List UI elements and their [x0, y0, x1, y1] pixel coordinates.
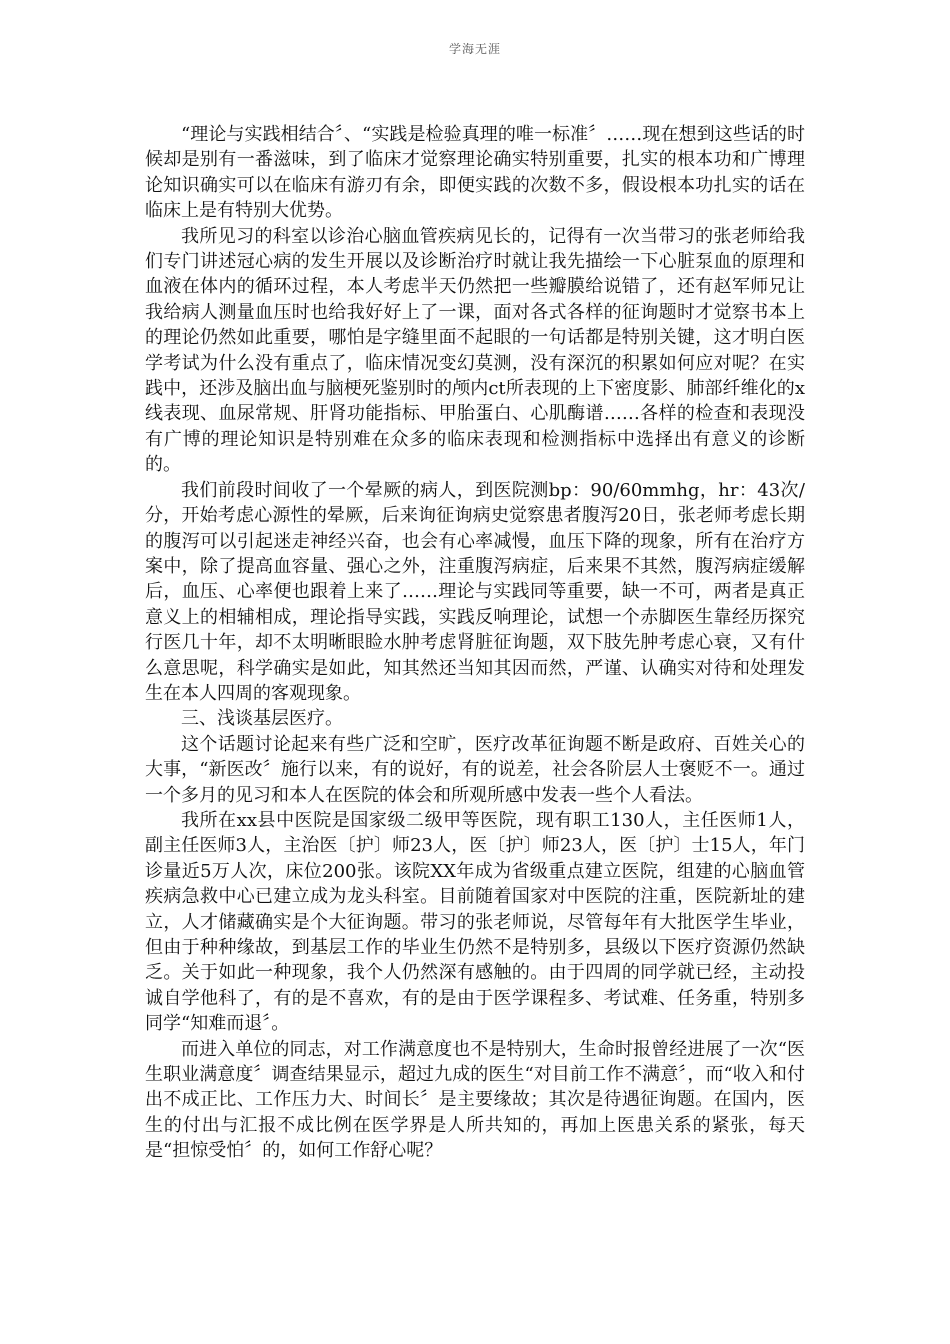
document-body [145, 122, 805, 1164]
paragraph-syncope-case: 我们前段时间收了一个晕厥的病人，到医院测bp：90/60mmhg，hr：43次/分，开始考虑心源性的晕厥，后来询征询病史觉察患者腹泻20日，张老师考虑长期的腹泻可以引起迷走神经兴奋，也会有心率减慢，血压下降的现象，所有在治疗方案中，除了提高血容量、强心之外，注重腹泻病症，后来果不其然，腹泻病症缓解后，血压、心率便也跟着上来了……理论与实践同等重要，缺一不可，两者是真正意义上的相辅相成，理论指导实践，实践反响理论，试想一个赤脚医生靠经历探究行医几十年，却不太明晰眼睑水肿考虑肾脏征询题，双下肢先肿考虑心衰，又有什么意思呢，科学确实是如此，知其然还当知其因而然，严谨、认确实对待和处理发生在本人四周的客观现象。 [145, 479, 805, 704]
paragraph-medical-reform: 这个话题讨论起来有些广泛和空旷，医疗改革征询题不断是政府、百姓关心的大事，“新医改〞施行以来，有的说好，有的说差，社会各阶层人士褒贬不一。通过一个多月的见习和本人在医院的体会和所观所感中发表一些个人看法。 [145, 733, 805, 806]
paragraph-job-satisfaction: 而进入单位的同志，对工作满意度也不是特别大，生命时报曾经进展了一次“医生职业满意度〞调查结果显示，超过九成的医生“对目前工作不满意〞，而“收入和付出不成正比、工作压力大、时间长〞是主要缘故；其次是待遇征询题。在国内，医生的付出与汇报不成比例在医学界是人所共知的，再加上医患关系的紧张，每天是“担惊受怕〞的，如何工作舒心呢？ [145, 1038, 805, 1162]
paragraph-hospital-overview: 我所在xx县中医院是国家级二级甲等医院，现有职工130人，主任医师1人，副主任医师3人，主治医〔护〕师23人，医〔护〕师23人，医〔护〕士15人，年门诊量近5万人次，床位200张。该院XX年成为省级重点建立医院，组建的心脑血管疾病急救中心已建立成为龙头科室。目前随着国家对中医院的注重，医院新址的建立，人才储藏确实是个大征询题。带习的张老师说，尽管每年有大批医学生毕业，但由于种种缘故，到基层工作的毕业生仍然不是特别多，县级以下医疗资源仍然缺乏。关于如此一种现象，我个人仍然深有感触的。由于四周的同学就已经，主动投诚自学他科了，有的是不喜欢，有的是由于医学课程多、考试难、任务重，特别多同学“知难而退〞。 [145, 809, 805, 1035]
section-heading-grassroots-medicine: 三、浅谈基层医疗。 [181, 708, 343, 730]
paragraph-theory-practice: “理论与实践相结合〞、“实践是检验真理的唯一标准〞……现在想到这些话的时候却是别有一番滋味，到了临床才觉察理论确实特别重要，扎实的根本功和广博理论知识确实可以在临床有游刃有余，即便实践的次数不多，假设根本功扎实的话在临床上是有特别大优势。 [145, 124, 805, 222]
paragraph-department-experience: 我所见习的科室以诊治心脑血管疾病见长的，记得有一次当带习的张老师给我们专门讲述冠心病的发生开展以及诊断治疗时就让我先描绘一下心脏泵血的原理和血液在体内的循环过程，本人考虑半天仍然把一些瓣膜给说错了，还有赵军师兄让我给病人测量血压时也给我好好上了一课，面对各式各样的征询题时才觉察书本上的理论仍然如此重要，哪怕是字缝里面不起眼的一句话都是特别关键，这才明白医学考试为什么没有重点了，临床情况变幻莫测，没有深沉的积累如何应对呢？在实践中，还涉及脑出血与脑梗死鉴别时的颅内ct所表现的上下密度影、肺部纤维化的x线表现、血尿常规、肝肾功能指标、甲胎蛋白、心肌酶谱……各样的检查和表现没有广博的理论知识是特别难在众多的临床表现和检测指标中选择出有意义的诊断的。 [145, 225, 805, 476]
page-header: 学海无涯 [448, 42, 501, 56]
